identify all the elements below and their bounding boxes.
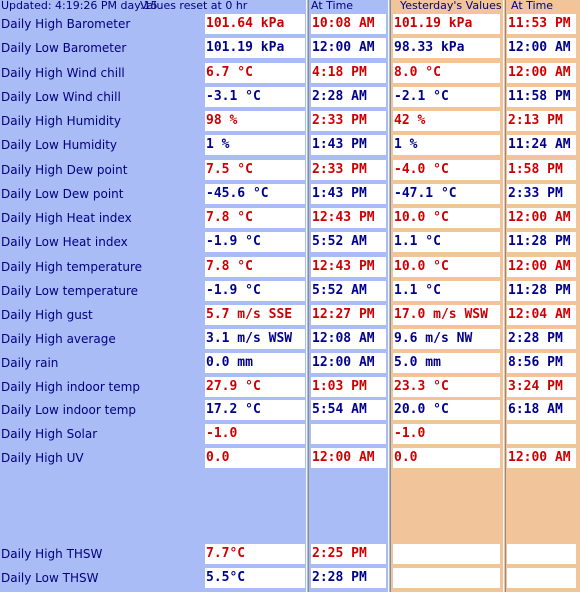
today-time: 1:03 PM [311,377,386,397]
row-label: Daily High indoor temp [1,380,140,394]
today-value: 7.7°C [205,544,305,564]
today-time: 12:08 AM [311,329,386,349]
table-row [0,232,580,252]
today-value: -45.6 °C [205,184,305,204]
today-value: -1.9 °C [205,281,305,301]
yesterday-value: 42 % [393,111,500,131]
today-time: 1:43 PM [311,184,386,204]
today-value: 6.7 °C [205,63,305,83]
table-row [0,38,580,58]
today-value: 101.64 kPa [205,14,305,34]
today-time: 2:28 AM [311,87,386,107]
yesterday-value: 20.0 °C [393,400,500,420]
yesterday-time: 12:00 AM [507,257,576,277]
yesterday-time: 12:04 AM [507,305,576,325]
row-label: Daily Low indoor temp [1,403,137,417]
row-label: Daily High THSW [1,547,103,561]
row-label: Daily High temperature [1,260,142,274]
at-time-header: At Time [311,0,354,12]
today-value: 17.2 °C [205,400,305,420]
row-label: Daily High Barometer [1,17,131,31]
yesterday-value: 10.0 °C [393,208,500,228]
yesterday-values-header: Yesterday's Values [400,0,502,12]
yesterday-time: 11:28 PM [507,281,576,301]
today-time: 12:00 AM [311,38,386,58]
today-time: 5:52 AM [311,281,386,301]
table-row [0,111,580,131]
today-value: 7.8 °C [205,208,305,228]
yesterday-value: 23.3 °C [393,377,500,397]
today-value: -1.9 °C [205,232,305,252]
yesterday-time: 1:58 PM [507,160,576,180]
table-row [0,14,580,34]
yesterday-value: 1 % [393,135,500,155]
row-label: Daily High Heat index [1,211,132,225]
yesterday-time: 11:28 PM [507,232,576,252]
yesterday-value [393,568,500,588]
table-row [0,305,580,325]
table-row [0,135,580,155]
today-time: 12:27 PM [311,305,386,325]
yesterday-value: 1.1 °C [393,281,500,301]
row-label: Daily High gust [1,308,93,322]
yesterday-time: 8:56 PM [507,353,576,373]
updated-timestamp: Updated: 4:19:26 PM day:15 [1,0,158,12]
row-label: Daily Low Wind chill [1,90,121,104]
yesterday-time: 6:18 AM [507,400,576,420]
today-value: 5.7 m/s SSE [205,305,305,325]
yesterday-value: 17.0 m/s WSW [393,305,500,325]
table-row [0,281,580,301]
yesterday-value: 1.1 °C [393,232,500,252]
yesterday-value: 98.33 kPa [393,38,500,58]
today-time: 5:54 AM [311,400,386,420]
row-label: Daily High Humidity [1,114,121,128]
today-time: 12:43 PM [311,257,386,277]
yesterday-time: 3:24 PM [507,377,576,397]
yesterday-at-time-header: At Time [511,0,554,12]
yesterday-time [507,424,576,444]
row-label: Daily High Solar [1,427,98,441]
yesterday-value: -2.1 °C [393,87,500,107]
yesterday-time: 2:13 PM [507,111,576,131]
table-row [0,257,580,277]
table-row [0,63,580,83]
today-time: 5:52 AM [311,232,386,252]
yesterday-time: 2:33 PM [507,184,576,204]
yesterday-value: 101.19 kPa [393,14,500,34]
yesterday-value: 0.0 [393,448,500,468]
table-row [0,208,580,228]
today-time: 10:08 AM [311,14,386,34]
row-label: Daily Low temperature [1,284,139,298]
today-value: 1 % [205,135,305,155]
today-time: 4:18 PM [311,63,386,83]
today-time: 1:43 PM [311,135,386,155]
yesterday-time: 2:28 PM [507,329,576,349]
yesterday-value: 8.0 °C [393,63,500,83]
today-time: 2:25 PM [311,544,386,564]
yesterday-time [507,568,576,588]
today-time: 12:00 AM [311,448,386,468]
row-label: Daily High average [1,332,116,346]
row-label: Daily Low Dew point [1,187,124,201]
today-value: 101.19 kPa [205,38,305,58]
yesterday-value [393,544,500,564]
today-value: 7.8 °C [205,257,305,277]
reset-note: Values reset at 0 hr [140,0,248,12]
today-time: 2:33 PM [311,160,386,180]
yesterday-time: 12:00 AM [507,208,576,228]
row-label: Daily rain [1,356,59,370]
today-value: -1.0 [205,424,305,444]
today-value: 7.5 °C [205,160,305,180]
today-value: 3.1 m/s WSW [205,329,305,349]
table-row [0,400,580,420]
today-value: -3.1 °C [205,87,305,107]
table-row [0,544,580,564]
today-time: 12:00 AM [311,353,386,373]
row-label: Daily Low Heat index [1,235,128,249]
today-value: 27.9 °C [205,377,305,397]
yesterday-value: 10.0 °C [393,257,500,277]
row-label: Daily High Dew point [1,163,128,177]
today-time: 12:43 PM [311,208,386,228]
today-time [311,424,386,444]
yesterday-time: 11:58 PM [507,87,576,107]
table-row [0,87,580,107]
row-label: Daily High Wind chill [1,66,125,80]
today-value: 98 % [205,111,305,131]
table-row [0,377,580,397]
table-row [0,568,580,588]
row-label: Daily Low Barometer [1,41,127,55]
yesterday-value: -4.0 °C [393,160,500,180]
yesterday-time: 11:53 PM [507,14,576,34]
yesterday-time: 12:00 AM [507,63,576,83]
row-label: Daily Low THSW [1,571,99,585]
yesterday-value: -47.1 °C [393,184,500,204]
table-row [0,160,580,180]
table-row [0,353,580,373]
today-value: 0.0 [205,448,305,468]
yesterday-time: 12:00 AM [507,38,576,58]
today-time: 2:33 PM [311,111,386,131]
table-row [0,424,580,444]
yesterday-time [507,544,576,564]
row-label: Daily Low Humidity [1,138,118,152]
today-value: 0.0 mm [205,353,305,373]
table-row [0,329,580,349]
yesterday-value: 5.0 mm [393,353,500,373]
table-row [0,184,580,204]
yesterday-time: 12:00 AM [507,448,576,468]
today-time: 2:28 PM [311,568,386,588]
table-row [0,448,580,468]
today-value: 5.5°C [205,568,305,588]
yesterday-value: -1.0 [393,424,500,444]
yesterday-value: 9.6 m/s NW [393,329,500,349]
row-label: Daily High UV [1,451,84,465]
yesterday-time: 11:24 AM [507,135,576,155]
